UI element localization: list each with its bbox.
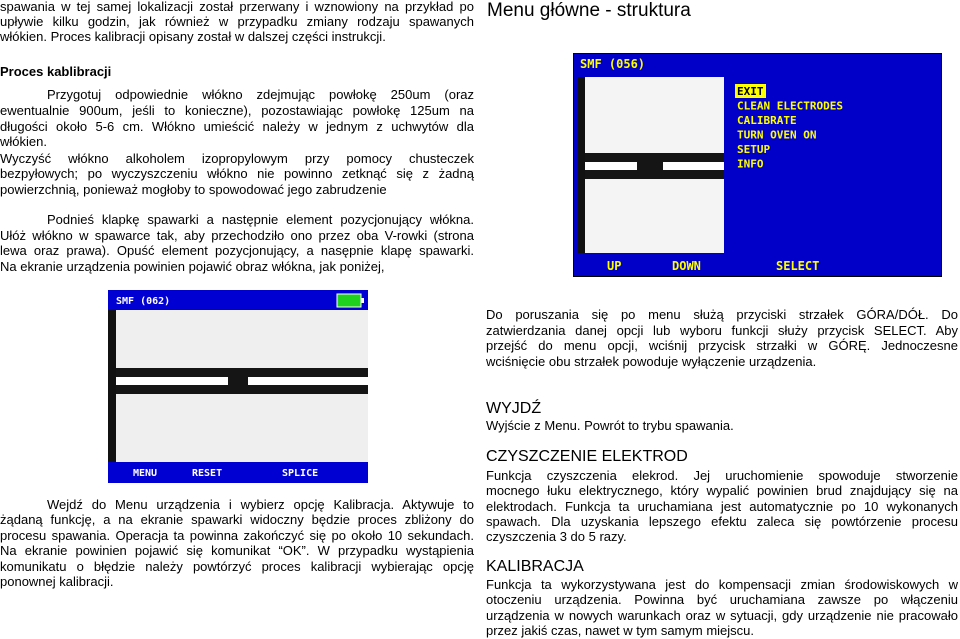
splicer-screen-fiber-view — [108, 290, 368, 483]
text-line: włókien. Proces kalibracji opisany został w dalszej części instrukcji. — [0, 29, 386, 44]
text-line: Do poruszania się po menu służą przyciski strzałek GÓRA/DÓŁ. Do — [486, 307, 958, 322]
text-line: upływie kilku godzin, jak również w przypadku zmiany rodzaju spawanych — [0, 14, 474, 29]
text-line: włókien. — [0, 134, 47, 150]
text-line: elektrodach. Funkcja ta uruchamiana jest automatycznie po 10 wykonanych — [486, 498, 958, 514]
fiber-type-label: SMF (062) — [116, 296, 171, 307]
text-line: czyszczenia 3 do 5 razy. — [486, 529, 627, 545]
text-line: zatwierdzania danej opcji lub wyboru funkcji służy przycisk SELECT. Aby — [486, 322, 958, 338]
text-line: Ułóż włókno w spawarce tak, aby przechodziło ono przez oba V-rowki (strona — [0, 227, 474, 243]
fiber-image — [108, 310, 368, 462]
text-line: Na ekranie urządzenia powinien pojawić obraz włókna, jak poniżej, — [0, 258, 385, 274]
text-line: procesu spawania. Operacja ta powinna zakończyć się po około 10 sekundach. — [0, 527, 474, 543]
section-heading-exit: WYJDŹ — [486, 400, 542, 417]
menu-item-turn-oven-on: TURN OVEN ON — [737, 128, 817, 142]
menu-navigation-paragraph — [486, 307, 958, 369]
menu-item-info: INFO — [737, 157, 764, 171]
text-line: Funkcja czyszczenia elekrod. Jej uruchomienie spowoduje stworzenie — [486, 468, 958, 483]
text-line: przez jakiś czas, nawet w tym samym miejscu. — [486, 623, 755, 639]
section-title-calibration-process: Proces kablibracji — [0, 64, 112, 79]
text-line: Wyczyść włókno alkoholem izopropylowym przy pomocy chusteczek — [0, 150, 474, 166]
text-line: komunikatu o błędzie należy powtórzyć proces kalibracji wybierając opcję — [0, 558, 474, 574]
text-line: Przygotuj odpowiednie włókno zdejmując powłokę 250um (oraz — [47, 87, 474, 102]
text-line: powierzchnią, ponieważ mogłoby to spowodować jego zabrudzenie — [0, 181, 387, 197]
softkey-up: UP — [607, 259, 622, 273]
text-line: bezpyłowych; po wyczyszczeniu włókno nie powinno zetknąć się z żadną — [0, 166, 474, 181]
text-line: przejść do menu opcji, wciśnij przycisk strzałki w GÓRĘ. Jednoczesne — [486, 338, 958, 354]
text-line: ewentualnie 900um, jeśli to konieczne), pozostawiając powłokę 125um na — [0, 102, 474, 118]
exit-description — [486, 418, 958, 434]
softkey-splice: SPLICE — [282, 468, 319, 479]
text-line: długości około 5-6 cm. Włókno umieścić należy w jednym z uchwytów dla — [0, 118, 474, 134]
text-line: ponownej kalibracji. — [0, 573, 114, 589]
clean-electrodes-description — [486, 468, 958, 544]
menu-item-setup: SETUP — [737, 143, 771, 156]
section-heading-calibration: KALIBRACJA — [486, 558, 584, 575]
calibration-description — [486, 577, 958, 639]
battery-icon — [337, 294, 364, 307]
softkey-reset: RESET — [192, 468, 223, 479]
text-line: Na ekranie powinien pojawić się komunikat “OK”. W przypadku wystąpienia — [0, 543, 474, 559]
fiber-positioning-paragraph — [0, 212, 474, 274]
menu-item-clean-electrodes: CLEAN ELECTRODES — [737, 99, 843, 113]
text-line: mocnego łuku elektrycznego, który wypalić powinien brud znajdujący się na — [486, 483, 958, 499]
page-title: Menu główne - struktura — [487, 0, 691, 21]
softkey-down: DOWN — [672, 259, 701, 273]
text-line: spawania w tej samej lokalizacji został przerwany i wznowiony na przykład po — [0, 0, 474, 14]
fiber-preparation-paragraph — [0, 87, 474, 150]
text-line: otoczeniu urządzenia. Powinna być uruchamiana zawsze po włączeniu — [486, 592, 958, 608]
softkey-select: SELECT — [776, 259, 820, 273]
intro-paragraph — [0, 0, 474, 44]
fiber-type-label: SMF (056) — [580, 57, 646, 71]
fiber-image — [578, 77, 724, 253]
splicer-screen-main-menu — [573, 53, 942, 277]
calibration-instructions-paragraph — [0, 497, 474, 589]
text-line: Funkcja ta wykorzystywana jest do kompensacji zmian środowiskowych w — [486, 577, 958, 592]
text-line: spawach. Dla uzyskania lepszego efektu zaleca się powtórzenie procesu — [486, 513, 958, 529]
text-line: żądaną funkcję, a na ekranie spawarki widoczny będzie proces zbliżony do — [0, 512, 474, 528]
text-line: Wejdź do Menu urządzenia i wybierz opcję Kalibracja. Aktywuje to — [47, 497, 474, 512]
text-line: lewa oraz prawa). Opuść element pozycjonujący, a nasępnie klapę spawarki. — [0, 243, 474, 259]
softkey-menu: MENU — [133, 468, 158, 479]
text-line: urządzenia w nowych warunkach oraz w sytuacji, gdy urządzenie nie pracowało — [486, 607, 958, 623]
fiber-cleaning-paragraph — [0, 151, 474, 198]
text-line: Podnieś klapkę spawarki a następnie element pozycjonujący włókna. — [47, 212, 474, 227]
text-line: Wyjście z Menu. Powrót to trybu spawania. — [486, 418, 734, 433]
text-line: wciśnięcie obu strzałek powoduje wyłączenie urządzenia. — [486, 353, 817, 369]
section-heading-clean-electrodes: CZYSZCZENIE ELEKTROD — [486, 448, 688, 465]
menu-item-exit: EXIT — [737, 85, 764, 98]
menu-item-calibrate: CALIBRATE — [737, 114, 797, 127]
